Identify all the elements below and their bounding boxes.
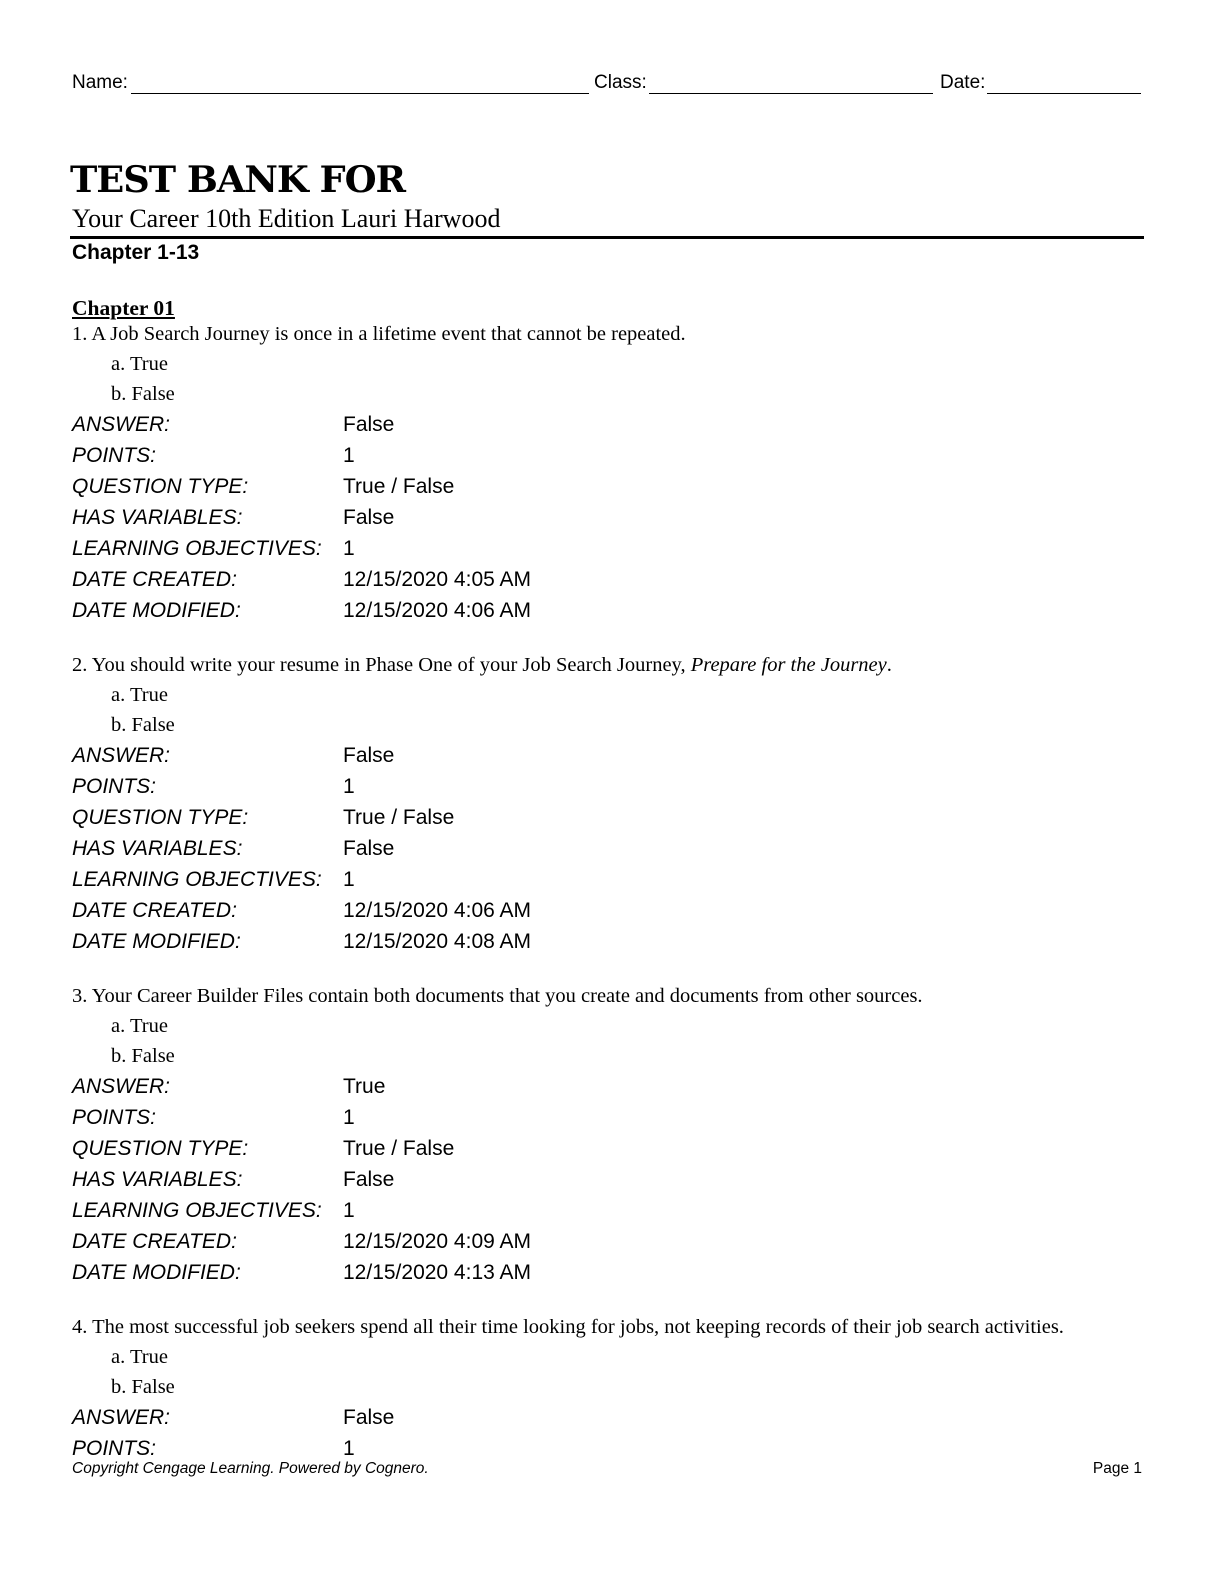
question-block xyxy=(72,650,1152,957)
meta-has-variables: HAS VARIABLES: False xyxy=(72,506,395,529)
option-true: a. True xyxy=(111,1346,168,1368)
date-blank-line xyxy=(987,93,1141,94)
meta-date-modified: DATE MODIFIED: 12/15/2020 4:13 AM xyxy=(72,1261,531,1284)
question-block xyxy=(72,1312,1152,1464)
question-italic-text: Prepare for the Journey xyxy=(690,654,887,676)
copyright-notice: Copyright Cengage Learning. Powered by Cognero. xyxy=(72,1460,429,1477)
meta-question-type: QUESTION TYPE: True / False xyxy=(72,475,455,498)
title-divider xyxy=(70,236,1144,239)
option-true: a. True xyxy=(111,684,168,706)
meta-learning-objectives: LEARNING OBJECTIVES: 1 xyxy=(72,868,355,891)
question-block xyxy=(72,321,1152,626)
question-text: 3. Your Career Builder Files contain both documents that you create and documents from other sources. xyxy=(72,985,923,1007)
meta-date-created: DATE CREATED: 12/15/2020 4:06 AM xyxy=(72,899,531,922)
question-metadata xyxy=(72,740,1152,957)
meta-question-type: QUESTION TYPE: True / False xyxy=(72,806,455,829)
meta-learning-objectives: LEARNING OBJECTIVES: 1 xyxy=(72,1199,355,1222)
meta-question-type: QUESTION TYPE: True / False xyxy=(72,1137,455,1160)
option-false: b. False xyxy=(111,383,175,405)
question-metadata xyxy=(72,409,1152,626)
question-metadata xyxy=(72,1071,1152,1288)
meta-answer: ANSWER: True xyxy=(72,1075,386,1098)
class-label: Class: xyxy=(594,72,647,93)
meta-points: POINTS: 1 xyxy=(72,1106,355,1129)
name-label: Name: xyxy=(72,72,128,93)
option-false: b. False xyxy=(111,1376,175,1398)
page-footer xyxy=(72,1460,1142,1480)
question-text: 1. A Job Search Journey is once in a lifetime event that cannot be repeated. xyxy=(72,323,686,345)
book-subtitle: Your Career 10th Edition Lauri Harwood xyxy=(72,204,501,233)
question-list xyxy=(72,294,1152,1488)
date-label: Date: xyxy=(940,72,986,93)
meta-points: POINTS: 1 xyxy=(72,444,355,467)
meta-date-modified: DATE MODIFIED: 12/15/2020 4:08 AM xyxy=(72,930,531,953)
option-false: b. False xyxy=(111,714,175,736)
meta-points: POINTS: 1 xyxy=(72,775,355,798)
meta-date-created: DATE CREATED: 12/15/2020 4:09 AM xyxy=(72,1230,531,1253)
name-blank-line xyxy=(131,93,589,94)
meta-date-modified: DATE MODIFIED: 12/15/2020 4:06 AM xyxy=(72,599,531,622)
student-info-header xyxy=(72,72,1144,96)
class-blank-line xyxy=(649,93,933,94)
option-true: a. True xyxy=(111,1015,168,1037)
option-true: a. True xyxy=(111,353,168,375)
page-number: Page 1 xyxy=(1092,1460,1142,1477)
meta-answer: ANSWER: False xyxy=(72,744,395,767)
meta-has-variables: HAS VARIABLES: False xyxy=(72,1168,395,1191)
meta-points: POINTS: 1 xyxy=(72,1437,355,1460)
meta-learning-objectives: LEARNING OBJECTIVES: 1 xyxy=(72,537,355,560)
meta-date-created: DATE CREATED: 12/15/2020 4:05 AM xyxy=(72,568,531,591)
document-title: TEST BANK FOR xyxy=(70,159,406,201)
chapter-heading: Chapter 01 xyxy=(72,296,175,320)
meta-answer: ANSWER: False xyxy=(72,413,395,436)
question-text: 2. You should write your resume in Phase One of your Job Search Journey, Prepare for the Journey. xyxy=(72,654,892,676)
question-block xyxy=(72,981,1152,1288)
question-text: 4. The most successful job seekers spend all their time looking for jobs, not keeping records of their job search activities. xyxy=(72,1316,1064,1338)
option-false: b. False xyxy=(111,1045,175,1067)
meta-answer: ANSWER: False xyxy=(72,1406,395,1429)
question-metadata xyxy=(72,1402,1152,1464)
meta-has-variables: HAS VARIABLES: False xyxy=(72,837,395,860)
chapter-range: Chapter 1-13 xyxy=(72,241,200,264)
